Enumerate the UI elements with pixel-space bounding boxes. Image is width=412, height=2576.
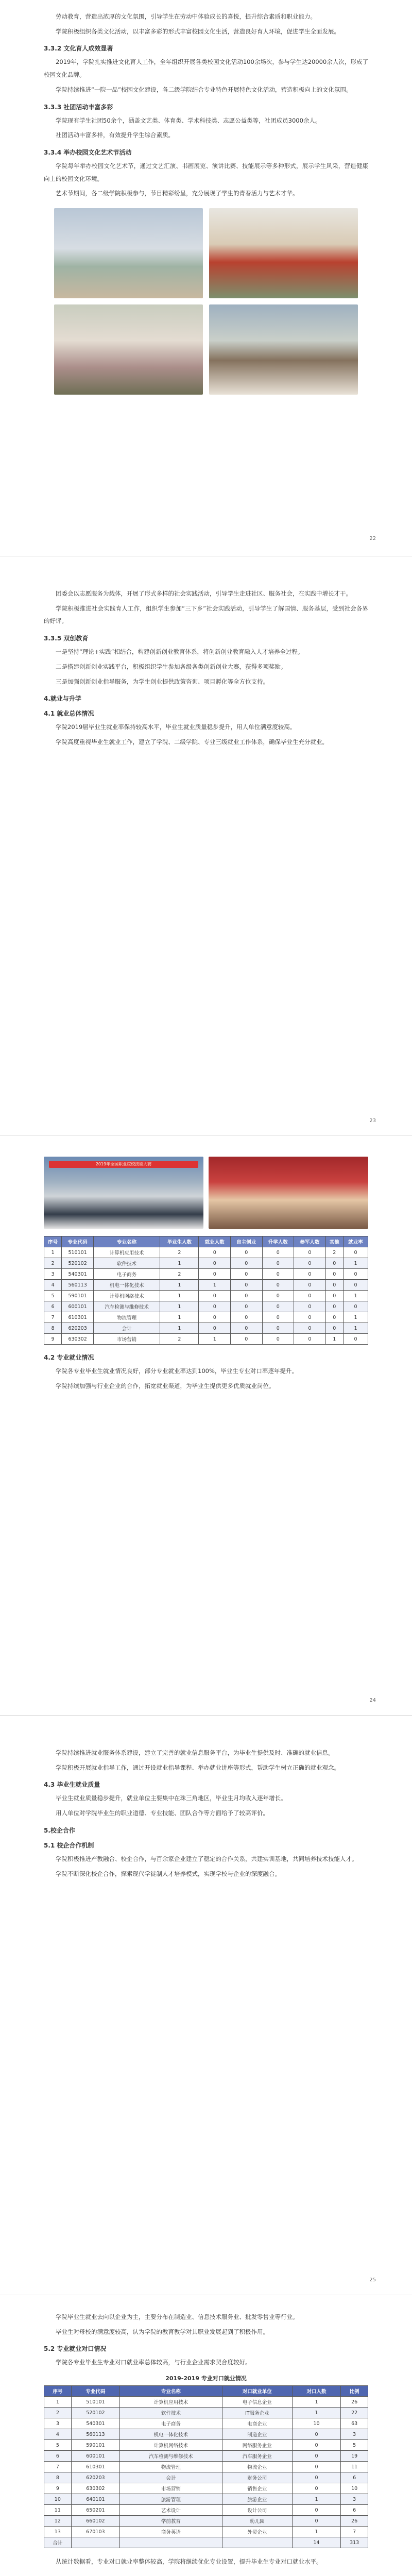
table-cell: 汽车检测与维修技术 <box>120 2451 222 2462</box>
table-cell: 0 <box>262 1291 294 1301</box>
table-cell: 1 <box>160 1323 199 1334</box>
paragraph: 艺术节期间，各二级学院积极参与，节目精彩纷呈，充分展现了学生的青春活力与艺术才华。 <box>56 190 299 197</box>
page-23 <box>0 556 412 1136</box>
table-cell: 12 <box>44 2516 72 2527</box>
table-cell: 0 <box>199 1247 231 1258</box>
section-heading: 3.3.3 社团活动丰富多彩 <box>44 103 113 111</box>
table-cell: 0 <box>294 1280 326 1291</box>
table-row <box>44 2462 368 2472</box>
photo-students <box>54 304 203 395</box>
table-row <box>44 2429 368 2440</box>
table-cell: 313 <box>341 2537 368 2548</box>
table-cell: 0 <box>231 1247 263 1258</box>
paragraph: 从统计数据看，专业对口就业率整体较高，学院将继续优化专业设置，提升毕业生专业对口就业水平。 <box>56 2558 322 2566</box>
table-body <box>44 2397 368 2548</box>
table-cell: 0 <box>325 1258 343 1269</box>
table-cell: 590101 <box>71 2440 119 2451</box>
table-cell: 会计 <box>120 2472 222 2483</box>
table-cell: 软件技术 <box>93 1258 160 1269</box>
table-cell: 计算机应用技术 <box>93 1247 160 1258</box>
table-cell: 1 <box>160 1291 199 1301</box>
table-cell: 0 <box>292 2472 340 2483</box>
table-cell: 0 <box>231 1291 263 1301</box>
table-cell: 1 <box>325 1334 343 1345</box>
table-cell: 市场营销 <box>93 1334 160 1345</box>
section-heading: 3.3.5 双创教育 <box>44 635 89 642</box>
table-cell: IT服务企业 <box>222 2408 292 2418</box>
paragraph: 学院持续加强与行业企业的合作，拓宽就业渠道，为毕业生提供更多优质就业岗位。 <box>56 1382 275 1389</box>
paragraph: 团委会以志愿服务为载体，开展了形式多样的社会实践活动，引导学生走进社区、服务社会，在实践中增长才干。 <box>56 590 352 597</box>
table-cell: 2 <box>160 1247 199 1258</box>
table-cell: 0 <box>231 1312 263 1323</box>
table-row <box>44 1258 368 1269</box>
section-heading: 3.3.4 举办校园文化艺术节活动 <box>44 149 132 157</box>
table-cell: 0 <box>262 1334 294 1345</box>
table-cell: 0 <box>199 1312 231 1323</box>
table-cell: 660102 <box>71 2516 119 2527</box>
table-row <box>44 2527 368 2537</box>
table-cell: 0 <box>325 1312 343 1323</box>
table-cell: 计算机应用技术 <box>120 2397 222 2408</box>
table-cell: 艺术设计 <box>120 2505 222 2516</box>
table-header: 序号 <box>44 2386 72 2397</box>
table-cell: 13 <box>44 2527 72 2537</box>
table-cell: 0 <box>325 1280 343 1291</box>
table-cell: 26 <box>341 2516 368 2527</box>
table-cell: 0 <box>343 1280 368 1291</box>
table-cell: 7 <box>44 2462 72 2472</box>
page-24 <box>0 1136 412 1716</box>
table-cell: 3 <box>44 2418 72 2429</box>
section-heading: 4.3 毕业生就业质量 <box>44 1781 100 1789</box>
table-header: 升学人数 <box>262 1236 294 1247</box>
table-cell: 620203 <box>62 1323 94 1334</box>
table-cell: 5 <box>341 2440 368 2451</box>
table-cell: 财务公司 <box>222 2472 292 2483</box>
table-cell: 0 <box>292 2516 340 2527</box>
table-cell: 11 <box>341 2462 368 2472</box>
section-heading: 4.就业与升学 <box>44 695 81 703</box>
table-cell: 会计 <box>93 1323 160 1334</box>
table-cell: 600101 <box>71 2451 119 2462</box>
table-cell: 0 <box>262 1312 294 1323</box>
table-cell: 0 <box>262 1269 294 1280</box>
table-cell: 620203 <box>71 2472 119 2483</box>
table-cell: 0 <box>199 1291 231 1301</box>
table-header: 其他 <box>325 1236 343 1247</box>
table-cell: 1 <box>160 1280 199 1291</box>
table-cell: 计算机网络技术 <box>93 1291 160 1301</box>
table-row <box>44 2483 368 2494</box>
table-row <box>44 2408 368 2418</box>
table-header: 比例 <box>341 2386 368 2397</box>
table-cell: 650201 <box>71 2505 119 2516</box>
section-heading: 5.校企合作 <box>44 1826 75 1834</box>
table-header: 对口人数 <box>292 2386 340 2397</box>
table-cell: 2 <box>160 1269 199 1280</box>
table-cell: 7 <box>44 1312 62 1323</box>
table-cell: 10 <box>44 2494 72 2505</box>
table-cell: 0 <box>294 1312 326 1323</box>
paragraph: 学院积极组织各类文化活动，以丰富多彩的形式丰富校园文化生活，营造良好育人环境，促进学生全面发展。 <box>56 27 340 35</box>
table-cell: 商务英语 <box>120 2527 222 2537</box>
table-row <box>44 1291 368 1301</box>
table-cell: 0 <box>343 1334 368 1345</box>
table-body <box>44 1247 368 1345</box>
table-row <box>44 1312 368 1323</box>
paragraph: 学院各专业毕业生专业对口就业率总体较高，与行业企业需求契合度较好。 <box>56 2359 251 2366</box>
table-cell: 2 <box>325 1247 343 1258</box>
table-row <box>44 2494 368 2505</box>
table-cell: 9 <box>44 2483 72 2494</box>
table-cell: 8 <box>44 1323 62 1334</box>
table-header: 就业人数 <box>199 1236 231 1247</box>
table-cell: 0 <box>199 1269 231 1280</box>
page-26 <box>0 2295 412 2576</box>
section-heading: 5.1 校企合作机制 <box>44 1841 94 1849</box>
table-cell: 5 <box>44 2440 72 2451</box>
table-row <box>44 2505 368 2516</box>
paragraph: 学院各专业毕业生就业情况良好，部分专业就业率达到100%，毕业生专业对口率逐年提升。 <box>56 1367 298 1375</box>
photo-row <box>44 1157 368 1229</box>
table-header: 序号 <box>44 1236 62 1247</box>
table-cell: 制造企业 <box>222 2429 292 2440</box>
table-cell: 0 <box>199 1301 231 1312</box>
table-cell: 0 <box>292 2505 340 2516</box>
paragraph: 学院持续推进就业服务体系建设，建立了完善的就业信息服务平台，为毕业生提供及时、准确的就业信息。 <box>56 1749 334 1756</box>
table-cell: 0 <box>262 1301 294 1312</box>
table-cell: 0 <box>262 1323 294 1334</box>
table-caption: 2019-2019 专业对口就业情况 <box>165 2375 247 2382</box>
table-cell: 510101 <box>62 1247 94 1258</box>
table-cell: 540301 <box>62 1269 94 1280</box>
page-number: 24 <box>369 1698 376 1703</box>
table-row <box>44 2397 368 2408</box>
table-cell: 1 <box>343 1323 368 1334</box>
table-cell: 0 <box>292 2429 340 2440</box>
table-cell: 8 <box>44 2472 72 2483</box>
table-cell: 640101 <box>71 2494 119 2505</box>
employment-table <box>44 1236 368 1345</box>
table-cell: 4 <box>44 2429 72 2440</box>
table-cell: 0 <box>325 1301 343 1312</box>
table-cell <box>71 2537 119 2548</box>
table-cell: 0 <box>294 1323 326 1334</box>
table-cell: 1 <box>343 1258 368 1269</box>
photo-performance <box>209 208 358 298</box>
page-number: 22 <box>369 536 376 541</box>
table-header: 自主创业 <box>231 1236 263 1247</box>
table-cell <box>120 2537 222 2548</box>
table-cell: 3 <box>341 2494 368 2505</box>
table-cell: 630302 <box>71 2483 119 2494</box>
table-row <box>44 2418 368 2429</box>
table-cell: 电子商务 <box>120 2418 222 2429</box>
table-cell: 0 <box>325 1291 343 1301</box>
table-cell: 3 <box>44 1269 62 1280</box>
paragraph: 学院积极推进社会实践育人工作，组织学生参加“三下乡”社会实践活动，引导学生了解国情、服务基层，受到社会各界的好评。 <box>44 604 368 625</box>
table-cell: 电商企业 <box>222 2418 292 2429</box>
table-cell: 0 <box>292 2483 340 2494</box>
paragraph: 学院持续推进“一院一品”校园文化建设，各二级学院结合专业特色开展特色文化活动，营造积极向上的文化氛围。 <box>56 86 352 93</box>
award-banner: 2019年全国职业院校技能大赛 <box>49 1161 198 1168</box>
table-cell: 物流企业 <box>222 2462 292 2472</box>
table-cell: 0 <box>292 2451 340 2462</box>
table-cell: 1 <box>199 1334 231 1345</box>
table-cell: 22 <box>341 2408 368 2418</box>
table-cell: 幼儿园 <box>222 2516 292 2527</box>
table-cell: 1 <box>292 2408 340 2418</box>
table-cell: 0 <box>231 1280 263 1291</box>
table-cell: 1 <box>292 2494 340 2505</box>
table-cell: 6 <box>44 2451 72 2462</box>
paragraph: 社团活动丰富多样，有效提升学生综合素质。 <box>56 131 174 139</box>
paragraph: 学院积极推进产教融合、校企合作，与百余家企业建立了稳定的合作关系，共建实训基地，共同培养技术技能人才。 <box>56 1855 358 1862</box>
table-cell: 630302 <box>62 1334 94 1345</box>
paragraph: 用人单位对学院毕业生的职业道德、专业技能、团队合作等方面给予了较高评价。 <box>56 1809 269 1817</box>
table-cell: 2 <box>160 1334 199 1345</box>
p1-top-paras <box>44 10 368 38</box>
table-cell: 电子商务 <box>93 1269 160 1280</box>
table-cell: 0 <box>262 1247 294 1258</box>
paragraph: 劳动教育，营造出浓厚的文化氛围，引导学生在劳动中体验成长的喜悦，提升综合素质和职业能力。 <box>56 13 316 20</box>
table-cell: 590101 <box>62 1291 94 1301</box>
table-cell: 1 <box>44 1247 62 1258</box>
table-cell: 7 <box>341 2527 368 2537</box>
table-cell: 0 <box>231 1269 263 1280</box>
table-cell: 1 <box>343 1291 368 1301</box>
page-number: 25 <box>369 2277 376 2283</box>
table-cell: 机电一体化技术 <box>93 1280 160 1291</box>
table-cell: 0 <box>199 1323 231 1334</box>
table-cell: 540301 <box>71 2418 119 2429</box>
table-cell: 0 <box>262 1280 294 1291</box>
table-cell: 26 <box>341 2397 368 2408</box>
table-header: 专业代码 <box>62 1236 94 1247</box>
table-header: 专业名称 <box>120 2386 222 2397</box>
table-cell: 0 <box>294 1334 326 1345</box>
table-cell: 1 <box>292 2527 340 2537</box>
table-header: 专业代码 <box>71 2386 119 2397</box>
table-cell: 软件技术 <box>120 2408 222 2418</box>
table-cell: 0 <box>294 1291 326 1301</box>
table-row <box>44 2472 368 2483</box>
table-cell: 11 <box>44 2505 72 2516</box>
table-cell: 510101 <box>71 2397 119 2408</box>
table-header: 毕业生人数 <box>160 1236 199 1247</box>
table-cell: 物流管理 <box>93 1312 160 1323</box>
table-cell: 560113 <box>71 2429 119 2440</box>
table-cell: 0 <box>199 1258 231 1269</box>
table-row <box>44 1280 368 1291</box>
section-heading: 5.2 专业就业对口情况 <box>44 2345 107 2353</box>
table-cell: 10 <box>292 2418 340 2429</box>
paragraph: 学院不断深化校企合作，探索现代学徒制人才培养模式，实现学校与企业的深度融合。 <box>56 1870 281 1877</box>
table-cell: 0 <box>292 2440 340 2451</box>
photo-event <box>54 208 203 298</box>
table-cell: 6 <box>341 2472 368 2483</box>
table-cell: 1 <box>160 1301 199 1312</box>
table-row <box>44 2537 368 2548</box>
table-cell: 1 <box>292 2397 340 2408</box>
table-cell: 0 <box>231 1334 263 1345</box>
table-cell: 旅游企业 <box>222 2494 292 2505</box>
table-cell: 0 <box>325 1323 343 1334</box>
page-22 <box>0 0 412 556</box>
paragraph: 毕业生就业质量稳步提升，就业单位主要集中在珠三角地区，毕业生月均收入逐年增长。 <box>56 1794 287 1802</box>
paragraph: 学院毕业生就业去向以企业为主，主要分布在制造业、信息技术服务业、批发零售业等行业。 <box>56 2313 299 2320</box>
table-cell: 1 <box>44 2397 72 2408</box>
photo-parade <box>209 304 358 395</box>
paragraph: 学院现有学生社团50余个，涵盖文艺类、体育类、学术科技类、志愿公益类等，社团成员3000余人。 <box>56 116 321 124</box>
table-cell: 5 <box>44 1291 62 1301</box>
table-row <box>44 1334 368 1345</box>
table-cell: 9 <box>44 1334 62 1345</box>
table-cell: 0 <box>231 1323 263 1334</box>
table-cell: 1 <box>199 1280 231 1291</box>
table-cell: 0 <box>294 1301 326 1312</box>
table-cell: 19 <box>341 2451 368 2462</box>
paragraph: 学院2019届毕业生就业率保持较高水平，毕业生就业质量稳步提升，用人单位满意度较高。 <box>56 723 296 731</box>
table-cell: 520102 <box>62 1258 94 1269</box>
paragraph: 毕业生对母校的满意度较高，认为学院的教育教学对其职业发展起到了积极作用。 <box>56 2328 269 2335</box>
table-cell: 外贸企业 <box>222 2527 292 2537</box>
table-cell: 1 <box>160 1258 199 1269</box>
paragraph: 学院每年举办校园文化艺术节，通过文艺汇演、书画展览、演讲比赛、技能展示等多种形式，展示学生风采，营造健康向上的校园文化环境。 <box>44 162 368 182</box>
table-cell: 销售企业 <box>222 2483 292 2494</box>
table-cell: 计算机网络技术 <box>120 2440 222 2451</box>
table-cell: 1 <box>160 1312 199 1323</box>
table-row <box>44 2451 368 2462</box>
table-cell: 0 <box>294 1247 326 1258</box>
table-cell: 市场营销 <box>120 2483 222 2494</box>
paragraph: 学院高度重视毕业生就业工作，建立了学院、二级学院、专业三级就业工作体系，确保毕业生充分就业。 <box>56 738 328 746</box>
table-cell: 610301 <box>71 2462 119 2472</box>
table-cell: 610301 <box>62 1312 94 1323</box>
table-cell: 0 <box>231 1258 263 1269</box>
table-cell: 机电一体化技术 <box>120 2429 222 2440</box>
paragraph: 学院积极开展就业指导工作，通过开设就业指导课程、举办就业讲座等形式，帮助学生树立正确的就业观念。 <box>56 1764 340 1771</box>
table-header: 专业名称 <box>93 1236 160 1247</box>
table-header: 对口就业单位 <box>222 2386 292 2397</box>
table-cell: 6 <box>341 2505 368 2516</box>
table-cell: 2 <box>44 2408 72 2418</box>
section-heading: 4.1 就业总体情况 <box>44 710 94 718</box>
photo-grid <box>54 208 358 395</box>
matching-table <box>44 2385 368 2548</box>
table-cell: 旅游管理 <box>120 2494 222 2505</box>
page-number: 23 <box>369 1118 376 1124</box>
table-cell: 汽车检测与维修技术 <box>93 1301 160 1312</box>
page-25 <box>0 1716 412 2295</box>
table-cell: 6 <box>44 1301 62 1312</box>
table-cell: 0 <box>262 1258 294 1269</box>
table-cell: 2 <box>44 1258 62 1269</box>
table-cell: 3 <box>341 2429 368 2440</box>
photo-award-ceremony <box>209 1157 368 1229</box>
paragraph: 一是坚持“理论+实践”相结合，构建创新创业教育体系，将创新创业教育融入人才培养全过程。 <box>56 648 304 656</box>
paragraph: 二是搭建创新创业实践平台，积极组织学生参加各级各类创新创业大赛，获得多项奖励。 <box>56 663 287 670</box>
table-cell <box>222 2537 292 2548</box>
table-cell: 0 <box>294 1258 326 1269</box>
table-cell: 学前教育 <box>120 2516 222 2527</box>
section-heading: 3.3.2 文化育人成效显著 <box>44 45 113 53</box>
table-cell: 14 <box>292 2537 340 2548</box>
table-cell: 560113 <box>62 1280 94 1291</box>
table-row <box>44 2440 368 2451</box>
table-cell: 4 <box>44 1280 62 1291</box>
table-cell: 520102 <box>71 2408 119 2418</box>
table-cell: 汽车服务企业 <box>222 2451 292 2462</box>
photo-award-group <box>44 1157 203 1229</box>
table-cell: 10 <box>341 2483 368 2494</box>
table-cell: 合计 <box>44 2537 72 2548</box>
table-cell: 0 <box>343 1301 368 1312</box>
table-header: 参军人数 <box>294 1236 326 1247</box>
table-cell: 0 <box>343 1269 368 1280</box>
paragraph: 2019年，学院扎实推进文化育人工作，全年组织开展各类校园文化活动100余场次，参与学生达20000余人次，形成了校园文化品牌。 <box>44 58 368 79</box>
table-row <box>44 2516 368 2527</box>
table-cell: 0 <box>294 1269 326 1280</box>
table-cell: 设计公司 <box>222 2505 292 2516</box>
table-cell: 0 <box>325 1269 343 1280</box>
table-cell: 电子信息企业 <box>222 2397 292 2408</box>
table-row <box>44 1247 368 1258</box>
table-cell: 600101 <box>62 1301 94 1312</box>
table-cell: 0 <box>231 1301 263 1312</box>
table-cell: 0 <box>292 2462 340 2472</box>
table-cell: 670103 <box>71 2527 119 2537</box>
table-row <box>44 1301 368 1312</box>
table-cell: 网络服务企业 <box>222 2440 292 2451</box>
table-row <box>44 1323 368 1334</box>
table-cell: 1 <box>343 1312 368 1323</box>
table-cell: 63 <box>341 2418 368 2429</box>
section-heading: 4.2 专业就业情况 <box>44 1354 94 1361</box>
table-cell: 物流管理 <box>120 2462 222 2472</box>
table-row <box>44 1269 368 1280</box>
paragraph: 三是加强创新创业指导服务，为学生创业提供政策咨询、项目孵化等全方位支持。 <box>56 677 269 685</box>
table-header: 就业率 <box>343 1236 368 1247</box>
table-cell: 0 <box>343 1247 368 1258</box>
